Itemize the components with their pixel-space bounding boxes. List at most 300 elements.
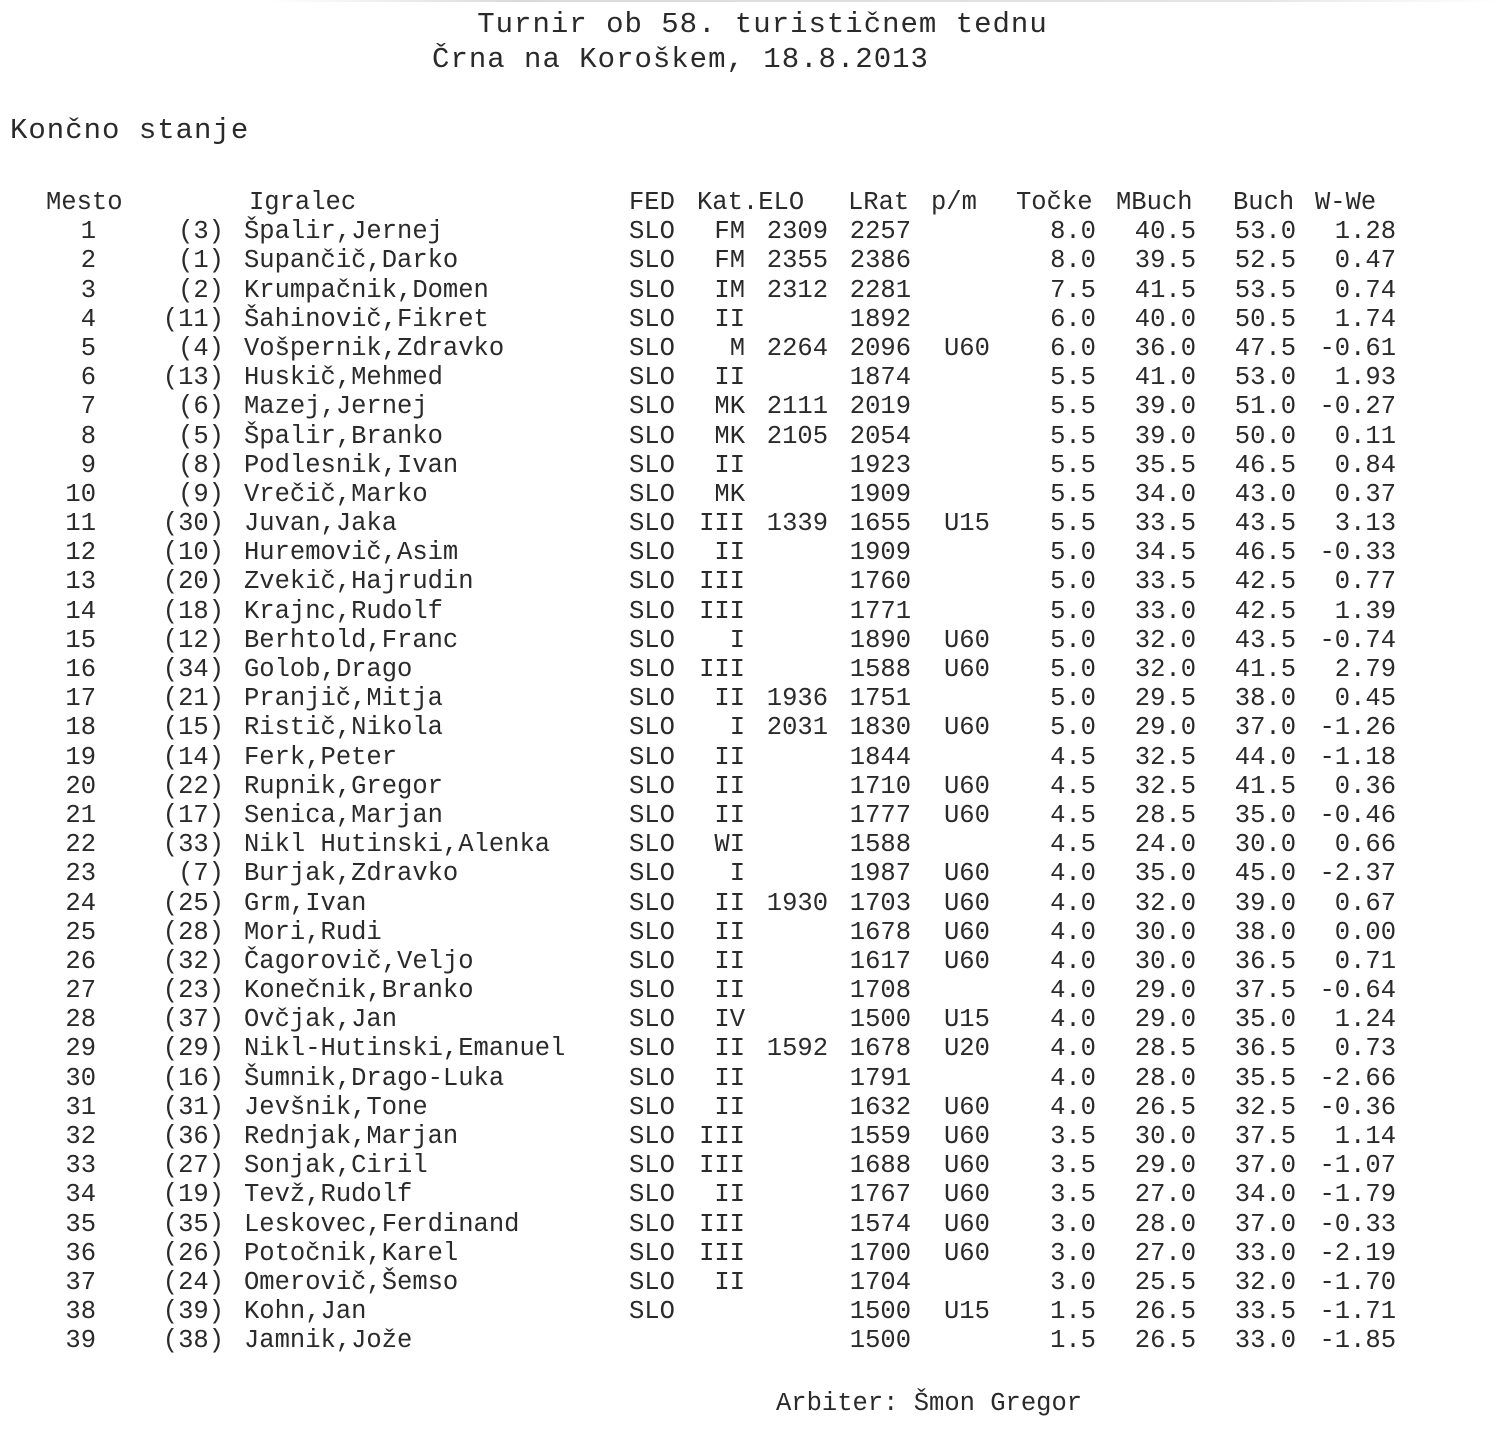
cell-buch: 45.0: [1234, 859, 1296, 889]
cell-kat: III: [699, 655, 745, 684]
cell-kat: II: [714, 771, 745, 801]
cell-buch: 44.0: [1234, 742, 1296, 772]
cell-tocke: 5.5: [1050, 479, 1096, 509]
table-row: [0, 451, 1505, 480]
cell-mbuch: 32.0: [1134, 888, 1196, 918]
cell-buch: 50.0: [1234, 421, 1296, 451]
cell-buch: 43.5: [1234, 625, 1296, 655]
cell-kat: II: [714, 1034, 745, 1064]
cell-buch: 38.0: [1234, 684, 1296, 714]
cell-mbuch: 40.5: [1134, 217, 1196, 247]
cell-fed: SLO: [629, 567, 675, 597]
cell-fed: SLO: [629, 509, 675, 539]
cell-lrat: 1791: [849, 1063, 911, 1093]
table-row: [0, 363, 1505, 392]
cell-lrat: 1767: [849, 1180, 911, 1210]
cell-mesto: 35: [65, 1209, 96, 1239]
cell-kat: II: [714, 946, 745, 976]
cell-mesto: 15: [65, 625, 96, 655]
cell-elo: 2312: [766, 275, 828, 305]
table-row: [0, 947, 1505, 976]
cell-kat: III: [699, 1151, 745, 1181]
cell-player-name: Omerovič,Šemso: [244, 1267, 459, 1297]
cell-player-name: Golob,Drago: [244, 655, 413, 684]
cell-mbuch: 29.0: [1134, 1151, 1196, 1181]
cell-buch: 53.0: [1234, 217, 1296, 247]
cell-fed: SLO: [629, 479, 675, 509]
cell-kat: II: [714, 1063, 745, 1093]
cell-mesto: 32: [65, 1122, 96, 1151]
cell-tocke: 4.0: [1050, 917, 1096, 947]
table-row: [0, 713, 1505, 742]
cell-fed: SLO: [629, 1209, 675, 1239]
cell-wwe: -0.61: [1319, 333, 1396, 363]
cell-wwe: 0.77: [1334, 567, 1396, 597]
cell-fed: SLO: [629, 304, 675, 334]
cell-kat: II: [714, 800, 745, 830]
cell-player-name: Špalir,Jernej: [244, 217, 443, 247]
cell-lrat: 1574: [849, 1209, 911, 1239]
cell-buch: 42.5: [1234, 567, 1296, 597]
cell-player-name: Huremovič,Asim: [244, 538, 459, 568]
cell-buch: 43.5: [1234, 509, 1296, 539]
cell-elo: 2309: [766, 217, 828, 247]
cell-wwe: 0.00: [1334, 917, 1396, 947]
header-pm: p/m: [931, 188, 977, 217]
table-row: [0, 976, 1505, 1005]
cell-wwe: 0.37: [1334, 479, 1396, 509]
cell-seed: (6): [178, 392, 224, 422]
cell-wwe: 0.73: [1334, 1034, 1396, 1064]
cell-wwe: 1.24: [1334, 1005, 1396, 1035]
cell-buch: 33.0: [1234, 1326, 1296, 1356]
cell-tocke: 4.0: [1050, 859, 1096, 889]
cell-buch: 32.0: [1234, 1267, 1296, 1297]
cell-wwe: -0.33: [1319, 538, 1396, 568]
cell-kat: III: [699, 596, 745, 626]
cell-wwe: 0.47: [1334, 246, 1396, 276]
cell-lrat: 1909: [849, 538, 911, 568]
cell-seed: (13): [162, 363, 224, 393]
cell-wwe: -0.46: [1319, 800, 1396, 830]
cell-buch: 36.5: [1234, 946, 1296, 976]
cell-mesto: 37: [65, 1267, 96, 1297]
cell-mbuch: 29.5: [1134, 684, 1196, 714]
cell-tocke: 5.0: [1050, 713, 1096, 743]
cell-tocke: 5.5: [1050, 392, 1096, 422]
cell-wwe: 1.93: [1334, 363, 1396, 393]
cell-player-name: Leskovec,Ferdinand: [244, 1209, 520, 1239]
cell-wwe: -1.71: [1319, 1297, 1396, 1327]
cell-mbuch: 39.0: [1134, 421, 1196, 451]
cell-kat: II: [714, 684, 745, 714]
cell-fed: SLO: [629, 859, 675, 889]
cell-seed: (20): [162, 567, 224, 597]
header-fed: FED: [629, 188, 675, 217]
cell-mbuch: 33.5: [1134, 509, 1196, 539]
cell-mbuch: 32.5: [1134, 771, 1196, 801]
cell-mesto: 16: [65, 655, 96, 684]
cell-fed: SLO: [629, 421, 675, 451]
cell-mbuch: 33.0: [1134, 596, 1196, 626]
table-row: [0, 246, 1505, 275]
cell-elo: 2355: [766, 246, 828, 276]
cell-pm: U60: [944, 1238, 990, 1268]
cell-fed: SLO: [629, 888, 675, 918]
table-row: [0, 1034, 1505, 1063]
cell-player-name: Ristič,Nikola: [244, 713, 443, 743]
table-row: [0, 509, 1505, 538]
cell-player-name: Senica,Marjan: [244, 800, 443, 830]
cell-seed: (12): [162, 625, 224, 655]
cell-buch: 35.5: [1234, 1063, 1296, 1093]
cell-player-name: Podlesnik,Ivan: [244, 450, 459, 480]
cell-seed: (29): [162, 1034, 224, 1064]
cell-player-name: Šahinovič,Fikret: [244, 304, 489, 334]
cell-fed: SLO: [629, 1092, 675, 1122]
cell-mbuch: 30.0: [1134, 1122, 1196, 1151]
cell-wwe: -1.26: [1319, 713, 1396, 743]
cell-buch: 50.5: [1234, 304, 1296, 334]
cell-mesto: 3: [80, 275, 96, 305]
table-header-row: [0, 188, 1505, 217]
cell-buch: 37.0: [1234, 1151, 1296, 1181]
cell-fed: SLO: [629, 333, 675, 363]
cell-lrat: 1892: [849, 304, 911, 334]
cell-wwe: -1.85: [1319, 1326, 1396, 1356]
cell-pm: U60: [944, 888, 990, 918]
cell-fed: SLO: [629, 1122, 675, 1151]
cell-wwe: 0.71: [1334, 946, 1396, 976]
cell-wwe: 3.13: [1334, 509, 1396, 539]
cell-tocke: 1.5: [1050, 1326, 1096, 1356]
cell-wwe: 0.67: [1334, 888, 1396, 918]
cell-tocke: 3.5: [1050, 1151, 1096, 1181]
cell-buch: 39.0: [1234, 888, 1296, 918]
cell-wwe: 0.66: [1334, 830, 1396, 860]
cell-mesto: 18: [65, 713, 96, 743]
cell-lrat: 2054: [849, 421, 911, 451]
cell-wwe: -1.07: [1319, 1151, 1396, 1181]
table-row: [0, 743, 1505, 772]
cell-fed: SLO: [629, 713, 675, 743]
cell-tocke: 4.0: [1050, 1034, 1096, 1064]
cell-player-name: Jamnik,Jože: [244, 1326, 413, 1356]
table-row: [0, 422, 1505, 451]
cell-fed: SLO: [629, 946, 675, 976]
cell-wwe: 0.45: [1334, 684, 1396, 714]
cell-lrat: 1760: [849, 567, 911, 597]
cell-tocke: 7.5: [1050, 275, 1096, 305]
cell-mesto: 12: [65, 538, 96, 568]
cell-tocke: 5.0: [1050, 625, 1096, 655]
cell-kat: II: [714, 1092, 745, 1122]
cell-mesto: 6: [80, 363, 96, 393]
cell-tocke: 4.0: [1050, 1092, 1096, 1122]
tournament-title: Turnir ob 58. turističnem tednu: [477, 8, 1048, 41]
cell-mbuch: 27.0: [1134, 1238, 1196, 1268]
cell-elo: 2264: [766, 333, 828, 363]
cell-mesto: 11: [65, 509, 96, 539]
cell-fed: SLO: [629, 1180, 675, 1210]
cell-tocke: 5.0: [1050, 538, 1096, 568]
cell-kat: I: [729, 859, 745, 889]
cell-pm: U60: [944, 1151, 990, 1181]
table-row: [0, 1210, 1505, 1239]
table-row: [0, 480, 1505, 509]
cell-buch: 37.5: [1234, 1122, 1296, 1151]
cell-tocke: 5.5: [1050, 509, 1096, 539]
cell-player-name: Juvan,Jaka: [244, 509, 398, 539]
cell-mbuch: 26.5: [1134, 1326, 1196, 1356]
cell-mesto: 9: [80, 450, 96, 480]
cell-tocke: 3.0: [1050, 1238, 1096, 1268]
cell-seed: (24): [162, 1267, 224, 1297]
cell-lrat: 1987: [849, 859, 911, 889]
cell-seed: (38): [162, 1326, 224, 1356]
cell-pm: U60: [944, 1092, 990, 1122]
cell-mesto: 23: [65, 859, 96, 889]
cell-lrat: 1704: [849, 1267, 911, 1297]
cell-seed: (17): [162, 800, 224, 830]
cell-pm: U15: [944, 1297, 990, 1327]
cell-kat: M: [729, 333, 745, 363]
cell-mbuch: 30.0: [1134, 946, 1196, 976]
table-row: [0, 1180, 1505, 1209]
cell-kat: IM: [714, 275, 745, 305]
table-row: [0, 830, 1505, 859]
cell-lrat: 1909: [849, 479, 911, 509]
cell-kat: II: [714, 976, 745, 1006]
cell-pm: U60: [944, 946, 990, 976]
cell-lrat: 1700: [849, 1238, 911, 1268]
table-row: [0, 1064, 1505, 1093]
cell-lrat: 1710: [849, 771, 911, 801]
cell-player-name: Čagorovič,Veljo: [244, 946, 474, 976]
cell-mesto: 8: [80, 421, 96, 451]
cell-wwe: -2.66: [1319, 1063, 1396, 1093]
cell-fed: SLO: [629, 1297, 675, 1327]
table-row: [0, 1122, 1505, 1151]
cell-buch: 53.5: [1234, 275, 1296, 305]
cell-seed: (21): [162, 684, 224, 714]
cell-mbuch: 28.5: [1134, 1034, 1196, 1064]
cell-mbuch: 39.5: [1134, 246, 1196, 276]
cell-pm: U15: [944, 509, 990, 539]
cell-buch: 30.0: [1234, 830, 1296, 860]
cell-mbuch: 28.0: [1134, 1063, 1196, 1093]
table-row: [0, 1326, 1505, 1355]
cell-seed: (27): [162, 1151, 224, 1181]
cell-tocke: 3.0: [1050, 1267, 1096, 1297]
cell-pm: U60: [944, 1122, 990, 1151]
header-wwe: W-We: [1315, 188, 1377, 217]
cell-tocke: 4.5: [1050, 771, 1096, 801]
cell-fed: SLO: [629, 217, 675, 247]
cell-player-name: Vošpernik,Zdravko: [244, 333, 505, 363]
table-row: [0, 655, 1505, 684]
cell-fed: SLO: [629, 363, 675, 393]
cell-tocke: 4.0: [1050, 1063, 1096, 1093]
cell-elo: 2031: [766, 713, 828, 743]
cell-player-name: Vrečič,Marko: [244, 479, 428, 509]
cell-wwe: -1.18: [1319, 742, 1396, 772]
cell-fed: SLO: [629, 1034, 675, 1064]
cell-lrat: 1874: [849, 363, 911, 393]
cell-buch: 41.5: [1234, 655, 1296, 684]
header-lrat: LRat: [848, 188, 910, 217]
cell-pm: U60: [944, 917, 990, 947]
cell-lrat: 2019: [849, 392, 911, 422]
cell-buch: 41.5: [1234, 771, 1296, 801]
cell-player-name: Pranjič,Mitja: [244, 684, 443, 714]
cell-pm: U60: [944, 771, 990, 801]
table-row: [0, 801, 1505, 830]
table-row: [0, 918, 1505, 947]
cell-fed: SLO: [629, 742, 675, 772]
cell-mbuch: 28.5: [1134, 800, 1196, 830]
cell-lrat: 1688: [849, 1151, 911, 1181]
standings-table: [0, 188, 1505, 1356]
cell-lrat: 1844: [849, 742, 911, 772]
cell-fed: SLO: [629, 275, 675, 305]
table-row: [0, 276, 1505, 305]
cell-kat: II: [714, 917, 745, 947]
cell-player-name: Grm,Ivan: [244, 888, 367, 918]
cell-mbuch: 27.0: [1134, 1180, 1196, 1210]
cell-seed: (34): [162, 655, 224, 684]
cell-fed: SLO: [629, 917, 675, 947]
cell-buch: 52.5: [1234, 246, 1296, 276]
cell-tocke: 3.5: [1050, 1180, 1096, 1210]
table-row: [0, 538, 1505, 567]
table-row: [0, 305, 1505, 334]
cell-player-name: Mazej,Jernej: [244, 392, 428, 422]
cell-seed: (25): [162, 888, 224, 918]
cell-fed: SLO: [629, 684, 675, 714]
cell-buch: 33.5: [1234, 1297, 1296, 1327]
cell-mesto: 14: [65, 596, 96, 626]
cell-kat: MK: [714, 392, 745, 422]
cell-player-name: Berhtold,Franc: [244, 625, 459, 655]
table-row: [0, 1151, 1505, 1180]
cell-player-name: Huskič,Mehmed: [244, 363, 443, 393]
cell-tocke: 4.5: [1050, 800, 1096, 830]
cell-wwe: 1.14: [1334, 1122, 1396, 1151]
cell-seed: (18): [162, 596, 224, 626]
cell-player-name: Supančič,Darko: [244, 246, 459, 276]
cell-elo: 2105: [766, 421, 828, 451]
cell-pm: U60: [944, 859, 990, 889]
cell-wwe: 0.74: [1334, 275, 1396, 305]
cell-wwe: -0.74: [1319, 625, 1396, 655]
cell-player-name: Krajnc,Rudolf: [244, 596, 443, 626]
cell-seed: (28): [162, 917, 224, 947]
arbiter-line: Arbiter: Šmon Gregor: [776, 1389, 1083, 1418]
cell-lrat: 1500: [849, 1297, 911, 1327]
cell-player-name: Mori,Rudi: [244, 917, 382, 947]
table-row: [0, 334, 1505, 363]
cell-buch: 38.0: [1234, 917, 1296, 947]
table-row: [0, 684, 1505, 713]
cell-player-name: Nikl-Hutinski,Emanuel: [244, 1034, 566, 1064]
cell-lrat: 1617: [849, 946, 911, 976]
cell-pm: U60: [944, 1180, 990, 1210]
cell-mbuch: 24.0: [1134, 830, 1196, 860]
cell-mesto: 31: [65, 1092, 96, 1122]
header-mbuch: MBuch: [1116, 188, 1193, 217]
cell-tocke: 4.0: [1050, 976, 1096, 1006]
cell-kat: II: [714, 304, 745, 334]
cell-seed: (32): [162, 946, 224, 976]
cell-tocke: 8.0: [1050, 217, 1096, 247]
table-row: [0, 1268, 1505, 1297]
cell-player-name: Zvekič,Hajrudin: [244, 567, 474, 597]
cell-mbuch: 32.0: [1134, 655, 1196, 684]
cell-seed: (23): [162, 976, 224, 1006]
cell-buch: 35.0: [1234, 1005, 1296, 1035]
cell-mbuch: 40.0: [1134, 304, 1196, 334]
cell-kat: II: [714, 888, 745, 918]
cell-mesto: 1: [80, 217, 96, 247]
cell-mbuch: 34.0: [1134, 479, 1196, 509]
cell-kat: III: [699, 1238, 745, 1268]
cell-player-name: Rupnik,Gregor: [244, 771, 443, 801]
standings-subtitle: Končno stanje: [10, 114, 250, 147]
cell-seed: (19): [162, 1180, 224, 1210]
cell-lrat: 1588: [849, 830, 911, 860]
cell-seed: (7): [178, 859, 224, 889]
cell-lrat: 1678: [849, 917, 911, 947]
cell-seed: (4): [178, 333, 224, 363]
cell-mbuch: 41.0: [1134, 363, 1196, 393]
cell-player-name: Špalir,Branko: [244, 421, 443, 451]
cell-buch: 46.5: [1234, 450, 1296, 480]
cell-seed: (30): [162, 509, 224, 539]
cell-wwe: -1.70: [1319, 1267, 1396, 1297]
header-buch: Buch: [1233, 188, 1295, 217]
cell-tocke: 6.0: [1050, 304, 1096, 334]
cell-kat: II: [714, 450, 745, 480]
cell-fed: SLO: [629, 450, 675, 480]
cell-buch: 32.5: [1234, 1092, 1296, 1122]
cell-wwe: 1.74: [1334, 304, 1396, 334]
cell-seed: (15): [162, 713, 224, 743]
cell-mbuch: 28.0: [1134, 1209, 1196, 1239]
table-row: [0, 772, 1505, 801]
cell-tocke: 5.0: [1050, 596, 1096, 626]
cell-mesto: 19: [65, 742, 96, 772]
cell-kat: II: [714, 1267, 745, 1297]
cell-pm: U60: [944, 655, 990, 684]
cell-seed: (39): [162, 1297, 224, 1327]
cell-fed: SLO: [629, 1267, 675, 1297]
cell-tocke: 8.0: [1050, 246, 1096, 276]
cell-lrat: 1771: [849, 596, 911, 626]
cell-seed: (1): [178, 246, 224, 276]
cell-elo: 1592: [766, 1034, 828, 1064]
cell-seed: (8): [178, 450, 224, 480]
cell-player-name: Kohn,Jan: [244, 1297, 367, 1327]
cell-lrat: 1703: [849, 888, 911, 918]
cell-mbuch: 39.0: [1134, 392, 1196, 422]
cell-player-name: Konečnik,Branko: [244, 976, 474, 1006]
cell-kat: II: [714, 1180, 745, 1210]
table-row: [0, 1093, 1505, 1122]
tournament-place-date: Črna na Koroškem, 18.8.2013: [432, 43, 929, 76]
cell-player-name: Rednjak,Marjan: [244, 1122, 459, 1151]
table-row: [0, 392, 1505, 421]
